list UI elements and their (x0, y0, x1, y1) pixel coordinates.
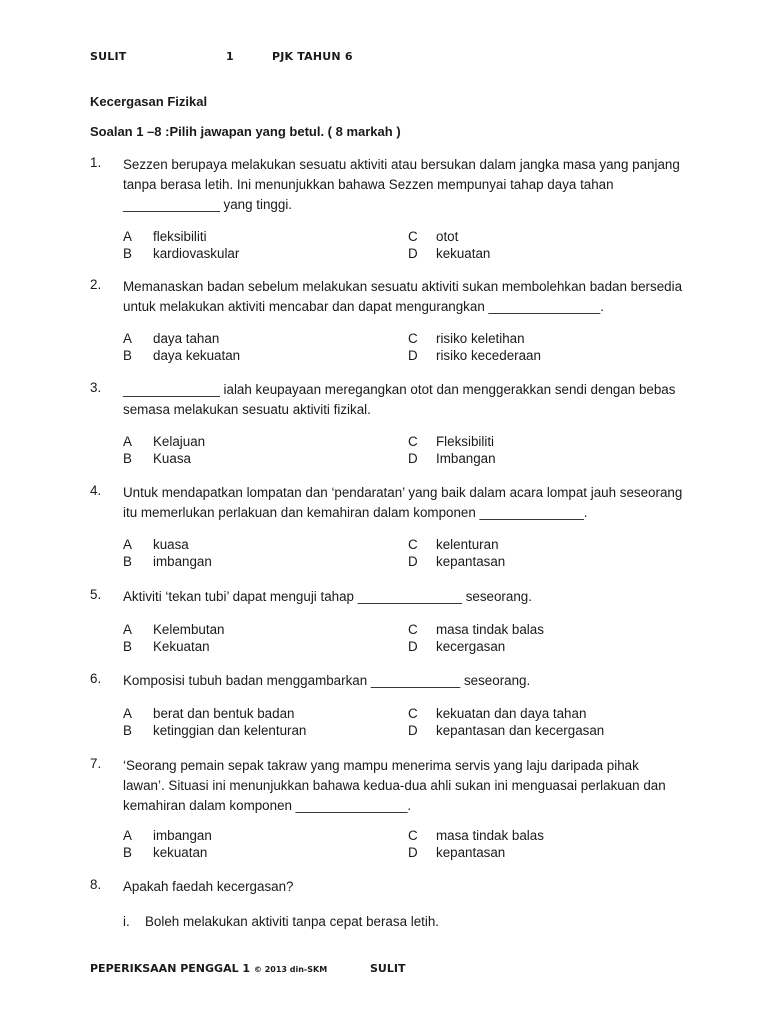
question-4 (90, 483, 690, 573)
option-letter: D (408, 554, 418, 569)
footer-sulit: SULIT (370, 962, 406, 975)
option-letter: C (408, 622, 418, 637)
sub-item-text: Boleh melakukan aktiviti tanpa cepat berasa letih. (145, 914, 440, 929)
question-number: 1. (90, 155, 102, 170)
footer-exam-label: PEPERIKSAAN PENGGAL 1 (90, 962, 251, 975)
question-7 (90, 756, 690, 866)
option-text: daya tahan (153, 331, 220, 346)
header-subject: PJK TAHUN 6 (272, 50, 353, 63)
question-text: _____________ ialah keupayaan meregangkan otot dan menggerakkan sendi dengan bebas semasa melakukan sesuatu aktiviti fizikal. (123, 382, 676, 417)
question-text: Aktiviti ‘tekan tubi’ dapat menguji tahap ______________ seseorang. (123, 589, 532, 604)
option-letter: B (123, 639, 132, 654)
option-letter: A (123, 706, 132, 721)
option-letter: D (408, 348, 418, 363)
option-letter: D (408, 723, 418, 738)
option-text: risiko keletihan (436, 331, 525, 346)
option-text: kepantasan (436, 554, 506, 569)
option-text: daya kekuatan (153, 348, 241, 363)
sub-item-marker: i. (123, 914, 130, 929)
option-letter: B (123, 554, 132, 569)
option-letter: B (123, 723, 132, 738)
option-letter: C (408, 828, 418, 843)
option-text: kekuatan dan daya tahan (436, 706, 587, 721)
question-6 (90, 671, 690, 741)
question-number: 2. (90, 277, 102, 292)
option-letter: A (123, 434, 132, 449)
question-number: 8. (90, 877, 102, 892)
option-letter: D (408, 246, 418, 261)
footer-exam-title (90, 962, 327, 975)
question-number: 6. (90, 671, 102, 686)
question-text: ‘Seorang pemain sepak takraw yang mampu menerima servis yang laju daripada pihak lawan’. Situasi ini menunjukkan bahawa kedua-dua ahli sukan ini menguasai perlakuan dan kemahiran dalam komponen _______________. (123, 758, 666, 813)
option-text: Kelajuan (153, 434, 206, 449)
option-letter: C (408, 706, 418, 721)
question-text: Memanaskan badan sebelum melakukan sesuatu aktiviti sukan membolehkan badan bersedia untuk melakukan aktiviti mencabar dan dapat mengurangkan _______________. (123, 279, 683, 314)
instruction: Soalan 1 –8 :Pilih jawapan yang betul. ( 8 markah ) (90, 124, 401, 139)
option-text: imbangan (153, 828, 212, 843)
question-number: 4. (90, 483, 102, 498)
option-text: kepantasan (436, 845, 506, 860)
question-number: 7. (90, 756, 102, 771)
question-text: Komposisi tubuh badan menggambarkan ____________ seseorang. (123, 673, 531, 688)
option-letter: D (408, 639, 418, 654)
option-text: kekuatan (436, 246, 491, 261)
question-3 (90, 380, 690, 470)
option-text: kekuatan (153, 845, 208, 860)
option-letter: A (123, 229, 132, 244)
option-letter: C (408, 434, 418, 449)
option-text: imbangan (153, 554, 212, 569)
option-letter: B (123, 451, 132, 466)
option-letter: D (408, 845, 418, 860)
option-letter: C (408, 229, 418, 244)
option-letter: C (408, 331, 418, 346)
question-number: 5. (90, 587, 102, 602)
option-text: Kelembutan (153, 622, 225, 637)
option-text: fleksibiliti (153, 229, 207, 244)
option-text: berat dan bentuk badan (153, 706, 295, 721)
question-number: 3. (90, 380, 102, 395)
header-page-number: 1 (226, 50, 234, 63)
option-letter: A (123, 622, 132, 637)
option-text: kelenturan (436, 537, 499, 552)
option-text: kardiovaskular (153, 246, 240, 261)
question-8 (90, 877, 690, 937)
option-letter: A (123, 331, 132, 346)
section-title: Kecergasan Fizikal (90, 94, 208, 109)
option-text: masa tindak balas (436, 622, 544, 637)
option-letter: B (123, 246, 132, 261)
option-text: risiko kecederaan (436, 348, 541, 363)
option-text: Kekuatan (153, 639, 210, 654)
option-letter: A (123, 828, 132, 843)
question-5 (90, 587, 690, 657)
question-2 (90, 277, 690, 367)
question-text: Sezzen berupaya melakukan sesuatu aktiviti atau bersukan dalam jangka masa yang panjang tanpa berasa letih. Ini menunjukkan bahawa Sezzen mempunyai tahap daya tahan _____________ yang tinggi. (123, 157, 680, 212)
option-letter: A (123, 537, 132, 552)
option-text: Kuasa (153, 451, 191, 466)
option-text: Fleksibiliti (436, 434, 495, 449)
option-letter: C (408, 537, 418, 552)
footer-copyright: © 2013 din-SKM (253, 965, 328, 974)
option-text: masa tindak balas (436, 828, 544, 843)
option-text: kuasa (153, 537, 189, 552)
option-text: kecergasan (436, 639, 506, 654)
option-letter: B (123, 348, 132, 363)
question-1 (90, 155, 690, 265)
header-sulit: SULIT (90, 50, 127, 63)
option-text: Imbangan (436, 451, 496, 466)
option-letter: B (123, 845, 132, 860)
option-text: ketinggian dan kelenturan (153, 723, 307, 738)
option-text: kepantasan dan kecergasan (436, 723, 605, 738)
question-text: Apakah faedah kecergasan? (123, 879, 294, 894)
option-text: otot (436, 229, 459, 244)
option-letter: D (408, 451, 418, 466)
question-text: Untuk mendapatkan lompatan dan ‘pendaratan’ yang baik dalam acara lompat jauh seseorang itu memerlukan perlakuan dan kemahiran dalam komponen ______________. (123, 485, 683, 520)
